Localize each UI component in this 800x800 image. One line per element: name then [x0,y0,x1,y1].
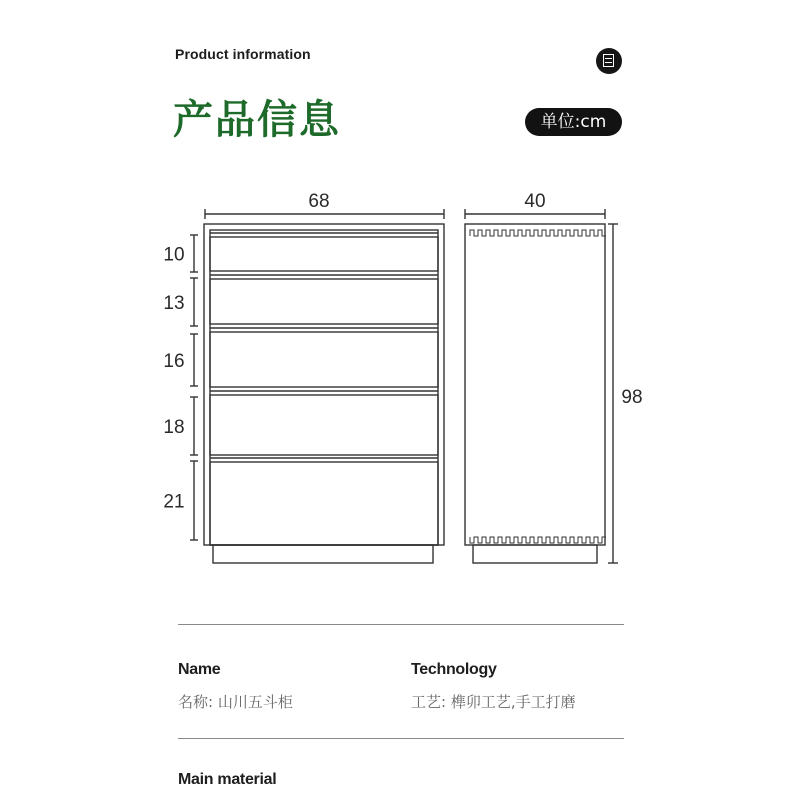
drawer-height-label: 21 [163,491,185,513]
side-base [473,545,597,563]
divider-bottom [178,738,624,739]
unit-badge: 单位:cm [525,108,622,136]
width-label: 68 [308,191,330,212]
divider-top [178,624,624,625]
name-label: Name [178,661,221,678]
mortise-joint-bottom [470,537,606,543]
drawer-front [210,395,438,455]
drawer-height-label: 16 [163,351,185,372]
drawer-front [210,279,438,324]
drawers [210,233,438,545]
front-view [190,209,444,563]
drawer-front [210,462,438,545]
height-label: 98 [621,387,643,408]
technology-value: 工艺: 榫卯工艺,手工打磨 [411,693,576,711]
cabinet-outline [204,224,444,545]
drawer-height-label: 10 [163,244,185,266]
cabinet-base [213,545,433,563]
name-value: 名称: 山川五斗柜 [178,693,293,711]
material-label: Main material [178,771,277,788]
drawer-front [210,332,438,387]
technology-label: Technology [411,661,497,678]
drawer-front [210,237,438,271]
side-panel [465,224,605,545]
mortise-joint-top [470,230,606,236]
page-title: 产品信息 [173,97,341,143]
side-view [465,209,618,563]
depth-label: 40 [524,191,546,212]
drawer-height-markers [190,235,198,540]
section-subtitle: Product information [175,46,311,62]
drawer-height-label: 13 [163,293,185,314]
drawer-height-label: 18 [163,417,185,438]
